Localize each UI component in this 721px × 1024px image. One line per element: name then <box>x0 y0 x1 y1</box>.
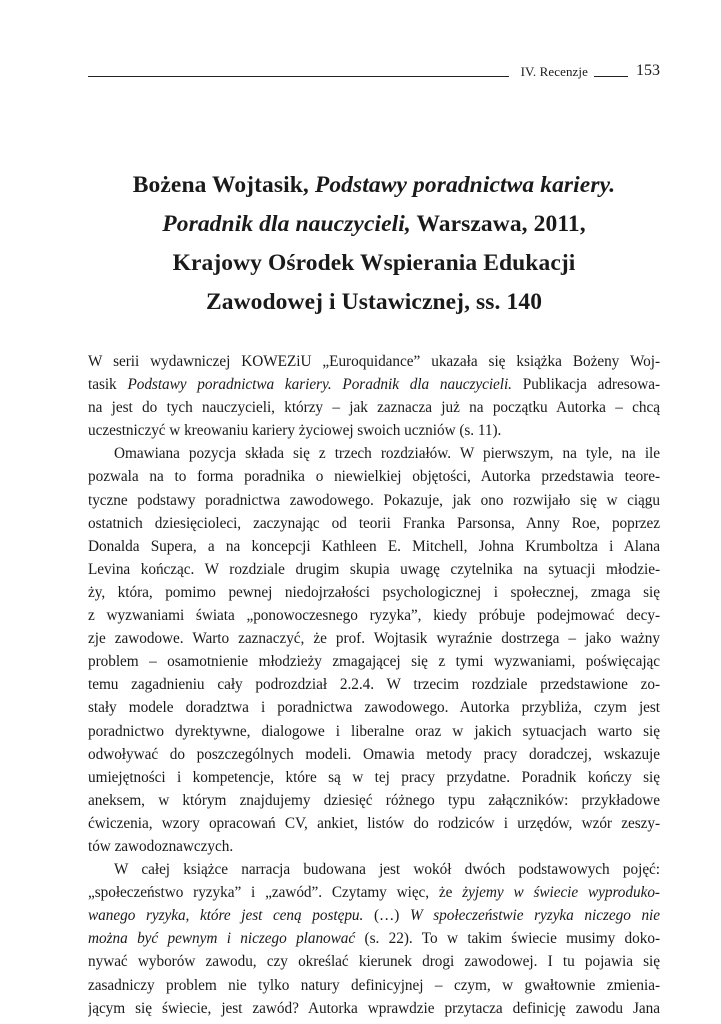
body-line <box>88 696 660 719</box>
text-segment: W całej książce narracja budowana jest wokół dwóch podstawowych pojęć: <box>114 861 660 879</box>
text-segment: z wyzwaniami świata „ponowoczesnego ryzyka”, kiedy próbuje podejmować decy- <box>88 607 660 625</box>
body-line <box>88 858 660 881</box>
text-segment: ży, która, pomimo pewnej niedojrzałości psychologicznej i społecznej, zmaga się <box>88 583 660 601</box>
text-segment: jącym się świecie, jest zawód? Autorka wprawdzie przytacza definicję zawodu Jana <box>88 999 660 1017</box>
text-segment: odwoływać do poszczególnych modeli. Omawia metody pracy doradczej, wskazuje <box>88 745 660 763</box>
body-line <box>88 881 660 904</box>
text-segment: tasik <box>88 376 128 394</box>
body-line <box>88 627 660 650</box>
body-line <box>88 604 660 627</box>
body-line <box>88 535 660 558</box>
text-segment: Levina kończąc. W rozdziale drugim skupia uwagę czytelnika na sytuacji młodzie- <box>88 560 660 578</box>
italic-segment: W społeczeństwie ryzyka niczego nie <box>409 907 660 925</box>
body-line <box>88 489 660 512</box>
body-line <box>88 350 660 373</box>
text-segment: poradnictwo dyrektywne, dialogowe i liberalne oraz w jakich sytuacjach warto się <box>88 722 660 740</box>
italic-segment: żyjemy w świecie wyproduko- <box>462 884 660 902</box>
title-line <box>88 205 660 244</box>
italic-segment: Podstawy poradnictwa kariery. Poradnik dla nauczycieli. <box>127 376 512 394</box>
review-body <box>88 350 660 1020</box>
body-line <box>88 419 660 442</box>
body-line <box>88 789 660 812</box>
body-line <box>88 465 660 488</box>
text-segment: Publikacja adresowa- <box>511 376 660 394</box>
page-number: 153 <box>636 62 660 79</box>
header-rule-right <box>594 76 628 77</box>
title-line <box>88 244 660 283</box>
body-line <box>88 673 660 696</box>
text-segment: umiejętności i kompetencje, które są w tej pracy przydatne. Poradnik kończy się <box>88 768 660 786</box>
running-header <box>88 58 660 80</box>
text-segment: zasadniczy problem nie tylko natury definicyjnej – czym, w gwałtownie zmienia- <box>88 976 660 994</box>
body-line <box>88 720 660 743</box>
text-segment: tyczne podstawy poradnictwa zawodowego. Pokazuje, jak ono rozwijało się w ciągu <box>88 491 660 509</box>
text-segment: uczestniczyć w kreowaniu kariery życiowej swoich uczniów (s. 11). <box>88 422 502 440</box>
body-line <box>88 904 660 927</box>
body-line <box>88 558 660 581</box>
body-line <box>88 950 660 973</box>
body-line <box>88 766 660 789</box>
body-line <box>88 373 660 396</box>
body-line <box>88 396 660 419</box>
title-line <box>88 166 660 205</box>
title-segment: Bożena Wojtasik, <box>132 172 315 198</box>
text-segment: stały modele doradztwa i poradnictwa zawodowego. Autorka przybliża, czym jest <box>88 699 660 717</box>
text-segment: „społeczeństwo ryzyka” i „zawód”. Czytamy więc, że <box>88 884 463 902</box>
body-line <box>88 835 660 858</box>
body-line <box>88 650 660 673</box>
title-segment: Zawodowej i Ustawicznej, ss. 140 <box>205 289 543 315</box>
title-segment: Warszawa, 2011, <box>410 211 586 237</box>
title-line <box>88 283 660 322</box>
title-segment: Krajowy Ośrodek Wspierania Edukacji <box>172 250 576 276</box>
text-segment: temu zagadnieniu cały podrozdział 2.2.4. W trzecim rozdziale przedstawione zo- <box>88 676 660 694</box>
text-segment: (…) <box>363 907 410 925</box>
text-segment: na jest do tych nauczycieli, którzy – jak zaznacza już na początku Autorka – chcą <box>88 399 660 417</box>
text-segment: aneksem, w którym znajdujemy dziesięć różnego typu załączników: przykładowe <box>88 791 660 809</box>
text-segment: Omawiana pozycja składa się z trzech rozdziałów. W pierwszym, na tyle, na ile <box>114 445 660 463</box>
body-line <box>88 927 660 950</box>
text-segment: pozwala na to forma poradnika o niewielkiej objętości, Autorka przedstawia teore- <box>88 468 660 486</box>
body-line <box>88 442 660 465</box>
italic-segment: wanego ryzyka, które jest ceną postępu. <box>88 907 364 925</box>
text-segment: tów zawodoznawczych. <box>88 837 234 855</box>
title-italic-segment: Poradnik dla nauczycieli, <box>162 211 411 237</box>
text-segment: nywać wyborów zawodu, czy określać kierunek drogi zawodowej. I tu pojawia się <box>88 953 660 971</box>
text-segment: W serii wydawniczej KOWEZiU „Euroquidance” ukazała się książka Bożeny Woj- <box>88 353 660 370</box>
text-segment: (s. 22). To w takim świecie musimy doko- <box>355 930 660 948</box>
title-italic-segment: Podstawy poradnictwa kariery. <box>314 172 616 198</box>
body-line <box>88 512 660 535</box>
review-title <box>88 166 660 322</box>
header-rule-left <box>88 76 509 77</box>
body-line <box>88 581 660 604</box>
text-segment: Donalda Supera, a na koncepcji Kathleen E. Mitchell, Johna Krumboltza i Alana <box>88 537 660 555</box>
body-line <box>88 812 660 835</box>
body-line <box>88 997 660 1020</box>
header-section-title: IV. Recenzje <box>520 64 588 79</box>
text-segment: ćwiczenia, wzory opracowań CV, ankiet, listów do rodziców i urzędów, wzór zeszy- <box>88 814 660 832</box>
italic-segment: można być pewnym i niczego planować <box>88 930 356 948</box>
body-line <box>88 974 660 997</box>
text-segment: zje zawodowe. Warto zaznaczyć, że prof. Wojtasik wyraźnie dostrzega – jako ważny <box>88 630 660 648</box>
text-segment: problem – osamotnienie młodzieży zmagającej się z tymi wyzwaniami, poświęcając <box>88 653 660 671</box>
text-segment: ostatnich dziesięcioleci, zaczynając od teorii Franka Parsonsa, Anny Roe, poprzez <box>88 514 660 532</box>
body-line <box>88 743 660 766</box>
